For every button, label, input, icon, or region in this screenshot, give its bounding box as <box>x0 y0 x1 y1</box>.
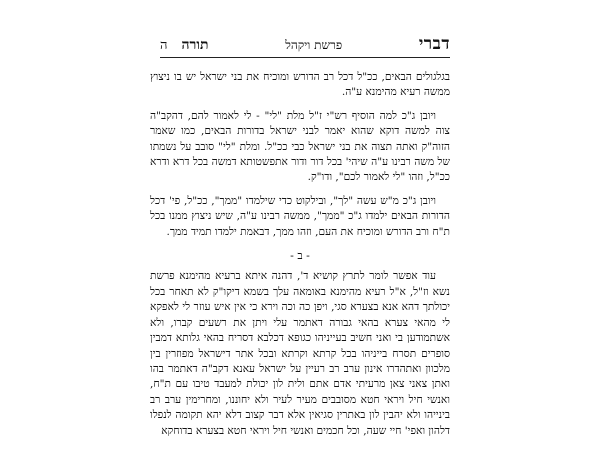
header-rule <box>160 57 450 58</box>
header-torah: תורה <box>181 37 209 53</box>
section-mark: - ב - <box>290 249 310 263</box>
paragraph-3: ויובן ג"כ מ"ש עשה "לך", ובילקוט כדי שילמדו "ממך", ככ"ל, פי' דכל הדורות הבאים ילמדו ג"כ "ממך", ממשה רבינו ע"ה, שיש ניצוץ ממנו בכל ת"ח ורב הדורש ומוכיח את העם, וזהו ממך, דבאמת ילמדו תמיד ממך. <box>150 194 450 238</box>
paragraph-1: בגלגולים הבאים, ככ"ל דכל רב הדורש ומוכיח את בני ישראל יש בו ניצוץ ממשה רעיא מהימנא ע"ה. <box>150 71 450 99</box>
body-text <box>150 70 450 447</box>
running-header <box>160 34 450 58</box>
paragraph-b: עוד אפשר לומר לתרץ קושיא ד', דהנה איתא ברעיא מהימנא פרשת נשא וז"ל, א"ל רעיא מהימנא באומאה עלך בשמא דיקו"ק לא תאחר בכל יכולתך דהא אנא בצערא סגי, ויפן כה וכה וירא כי אין איש עוזר לי לאפקא לי מהאי צערא בהאי גבורה דאתמר עלי ויתן את רשעים קברו, ולא אשתמודען בי ואני חשיב בעייניהו כגופא דכלבא דסריח בהאי גלותא דמבין סופרים תסרח בייניהו בכל קרתא וקרתא ובכל אתר דישראל מפוזרין בין מלכוון ואתהדרו אינון ערב רב רעיין על ישראל עאנא דקב"ה דאתמר בהו ואתן צאני צאן מרעיתי אדם אתם ולית לון יכולת למעבד טיבו עם ת"ח, ואנשי חיל ויראי חטא מסובבים מעיר לעיר ולא יחוננו, ומחרימין ערב רב בינייהו ולא יהבין לון באתרין סגיאין אלא דבר קצוב דלא יהא תקומה לנפלו דלהון ואפי' חיי שעה, וכל חכמים ואנשי חיל ויראי חטא בצערא בדוחקא <box>150 270 450 437</box>
page-letter: ה <box>160 38 168 53</box>
header-title: דברי <box>418 34 450 54</box>
header-right-group <box>160 37 209 54</box>
header-parsha: פרשת ויקהל <box>285 38 343 52</box>
paragraph-2: ויובן ג"כ למה הוסיף רש"י ז"ל מלת "לי" - לי לאמור להם, דהקב"ה צוה למשה דוקא שהוא יאמר לבני ישראל בדורות הבאים, כמו שאמר הזוה"ק ואתה תצוה את בני ישראל כבי ככ"ל. ומלת "לי" סובב על נשמתו של משה רבינו ע"ה שיהי' בכל דור ודור אתפשטותא דמשה בכל דרא ודרא ככ"ל, וזהו "לי לאמור לכם", ודו"ק. <box>150 109 450 184</box>
